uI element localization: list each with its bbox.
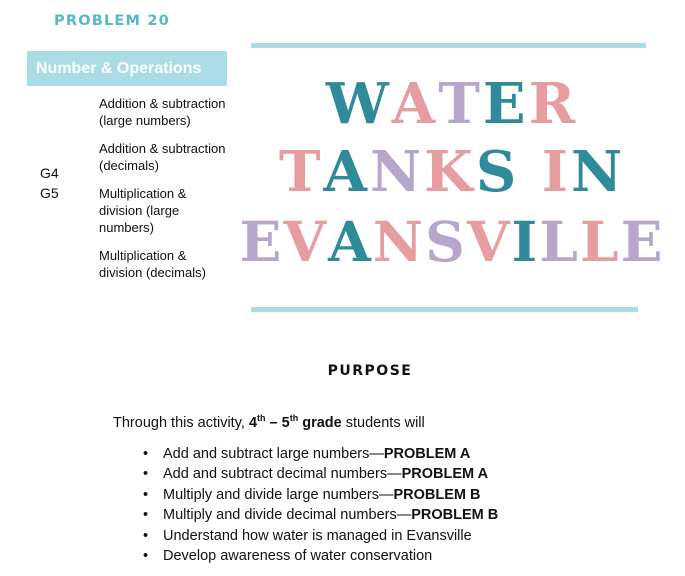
- skill-item: Addition & subtraction (large numbers): [99, 96, 226, 128]
- grade-levels: [40, 163, 59, 203]
- title-letter: W: [325, 71, 392, 137]
- problem-tag: PROBLEM B: [393, 486, 481, 503]
- category-banner: Number & Operations: [27, 51, 227, 86]
- bullet-icon: •: [143, 548, 149, 565]
- objective-item: • Multiply and divide large numbers—PROBLEM B: [139, 485, 498, 505]
- title-letter: L: [539, 209, 580, 274]
- title-letter: V: [466, 209, 512, 274]
- title-letter: [519, 144, 542, 200]
- objective-item: • Add and subtract decimal numbers—PROBLEM A: [139, 464, 498, 484]
- title-letter: V: [283, 209, 329, 274]
- grade-start: 4: [248, 414, 258, 431]
- intro-sentence: [113, 413, 425, 431]
- title-letter: E: [239, 209, 284, 274]
- problem-tag: PROBLEM A: [401, 466, 489, 483]
- skill-item: Multiplication & division (decimals): [99, 248, 206, 280]
- title-letter: A: [323, 139, 370, 205]
- title-letter: K: [424, 139, 476, 205]
- title-letter: N: [369, 139, 425, 205]
- title-letter: A: [328, 209, 373, 274]
- problem-tag: PROBLEM A: [383, 446, 471, 462]
- title-letter: T: [438, 71, 483, 137]
- title-rule-bottom: [251, 307, 638, 312]
- intro-text: Through this activity,: [113, 414, 249, 431]
- title-letter: I: [511, 209, 540, 274]
- bullet-icon: •: [143, 507, 149, 524]
- grade-start-suffix: th: [257, 413, 266, 423]
- title-letter: N: [372, 209, 426, 274]
- skills-list: [99, 95, 229, 292]
- problem-tag: PROBLEM B: [411, 507, 499, 524]
- title-line-2: [222, 139, 682, 214]
- page-title: [222, 71, 682, 282]
- title-letter: E: [620, 209, 665, 274]
- grade-5: G5: [40, 185, 59, 201]
- objective-item: • Add and subtract large numbers—PROBLEM A: [139, 444, 498, 464]
- objective-item: • Multiply and divide decimal numbers—PROBLEM B: [139, 505, 498, 525]
- title-rule-top: [251, 43, 646, 48]
- objectives-list: [139, 444, 498, 566]
- title-line-3: [222, 209, 682, 282]
- grade-range: [249, 415, 342, 431]
- skill-item: Multiplication & division (large numbers): [99, 186, 187, 235]
- purpose-heading: PURPOSE: [327, 363, 413, 379]
- title-letter: N: [570, 139, 626, 205]
- grade-4: G4: [40, 165, 59, 181]
- title-letter: L: [579, 209, 621, 274]
- title-letter: I: [541, 139, 571, 205]
- bullet-icon: •: [143, 466, 149, 483]
- grade-dash: –: [265, 414, 282, 431]
- bullet-icon: •: [143, 446, 149, 462]
- skill-item: Addition & subtraction (decimals): [99, 141, 226, 173]
- title-letter: E: [482, 71, 529, 137]
- title-letter: R: [528, 71, 579, 137]
- bullet-icon: •: [143, 527, 149, 544]
- title-letter: T: [278, 139, 324, 205]
- intro-text-end: students will: [341, 414, 425, 431]
- grade-word: grade: [298, 414, 342, 431]
- title-letter: A: [391, 71, 439, 137]
- grade-end: 5: [281, 414, 290, 431]
- objective-item: • Understand how water is managed in Evansville: [139, 526, 498, 546]
- title-letter: S: [425, 209, 467, 274]
- title-line-1: [222, 71, 682, 144]
- title-letter: S: [475, 139, 520, 205]
- problem-label: PROBLEM 20: [54, 13, 170, 29]
- grade-end-suffix: th: [289, 413, 299, 423]
- objective-item: • Develop awareness of water conservation: [139, 546, 498, 566]
- bullet-icon: •: [143, 486, 149, 503]
